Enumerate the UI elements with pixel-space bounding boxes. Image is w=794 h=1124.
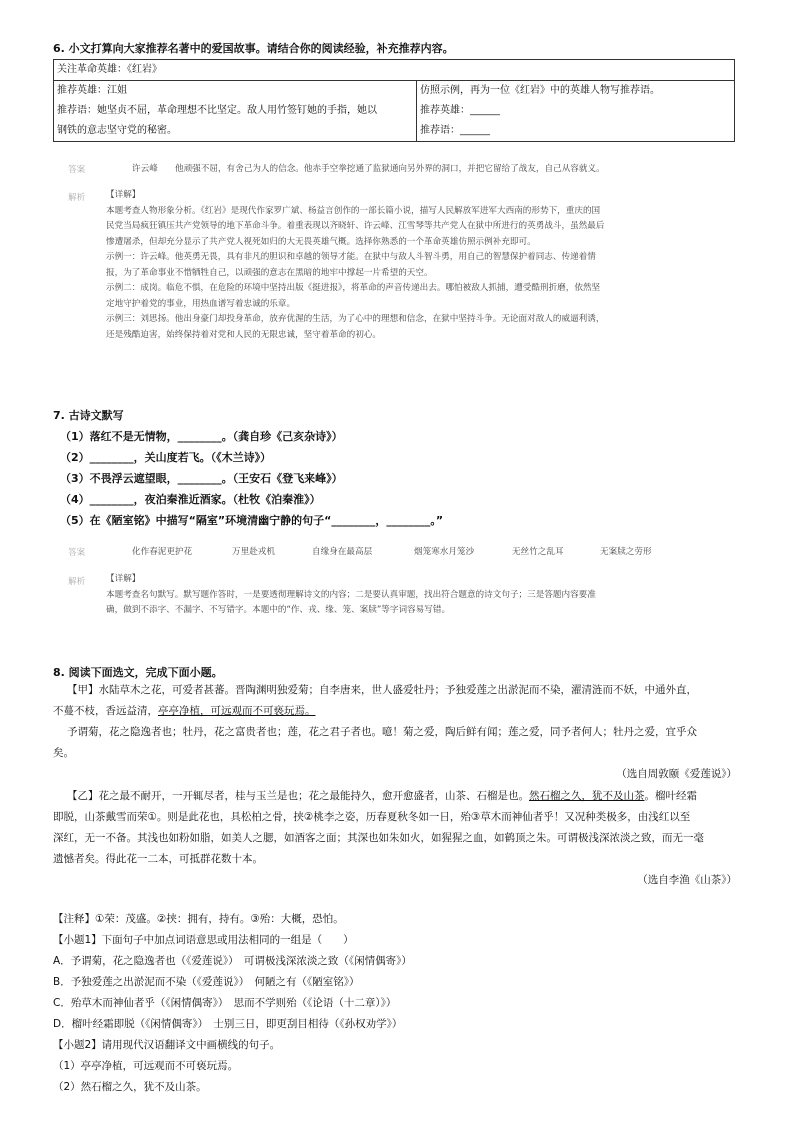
q7-analysis: 【详解】 本题考查名句默写。默写题作答时，一是要透彻理解诗文的内容；二是要认真审题，找出符合题意的诗文句子；三是答题内容要准 确，做到不添字、不漏字、不写错字。本题中的“作、戎、缘、笼、案牍”等字词容易写错。 — [106, 574, 596, 615]
passage-yi: 【乙】花之最不耐开，一开辄尽者，桂与玉兰是也；花之最能持久，愈开愈盛者，山茶、石榴是也。然石榴之久，犹不及山茶。榴叶经霜 即脱，山茶戴雪而荣①。则是此花也，具松柏之骨，挟②桃李之姿，历春夏秋冬如一日，殆③草木而神仙者乎！又况种类极多，由浅红以至 深红，无一不备。其浅也如粉如脂，如美人之腮，如酒客之面；其深也如朱如火，如猩猩之血，如鹤顶之朱。可谓极浅深浓淡之致，而无一毫 遗憾者矣。得此花一二本，可抵群花数十本。 （选自李渔《山茶》） — [53, 786, 743, 891]
right-rec: 推荐语：______ — [420, 125, 490, 136]
q7-answer-2: 万里赴戎机 — [232, 547, 275, 557]
sub-question-2: 【小题2】请用现代汉语翻译文中画横线的句子。 — [53, 1039, 281, 1051]
option-b: B．予独爱莲之出淤泥而不染（《爱莲说》） 何陋之有（《陋室铭》） — [53, 976, 360, 988]
q8-questions — [53, 909, 743, 1098]
option-d: D．榴叶经霜即脱（《闲情偶寄》） 士别三日，即更刮目相待（《孙权劝学》） — [53, 1018, 403, 1030]
left-rec-1: 推荐语：她坚贞不屈，革命理想不比坚定。敌人用竹签钉她的手指，她以 — [57, 105, 377, 116]
q6-analysis-label: 解析 — [68, 193, 86, 203]
q6-analysis: 【详解】 本题考查人物形象分析。《红岩》是现代作家罗广斌、杨益言创作的一部长篇小说，描写人民解放军进军大西南的形势下，重庆的国 民党当局疯狂镇压共产党领导的地下革命斗争。着重表现以齐晓轩、许云峰、江雪琴等共产党人在狱中所进行的英勇战斗，虽然最后 惨遭屠杀，但却充分显示了共产党人视死如归的大无畏英雄气概。选择你熟悉的一个革命英雄仿照示例补充即可。 示例一：许云峰。他英勇无畏，具有非凡的胆识和卓越的领导才能。在狱中与敌人斗智斗勇，用自己的智慧保护着同志、传递着情 报，为了革命事业不惜牺牲自己，以顽强的意志在黑暗的地牢中撑起一片希望的天空。 示例二：成岗。临危不惧，在危险的环境中坚持出版《挺进报》，将革命的声音传递出去。哪怕被敌人抓捕，遭受酷刑折磨，依然坚 定地守护着党的事业，用热血谱写着忠诚的乐章。 示例三：刘思扬。他出身豪门却投身革命，放弃优渥的生活，为了心中的理想和信念，在狱中坚持斗争。无论面对敌人的威逼利诱， 还是残酷迫害，始终保持着对党和人民的无限忠诚，坚守着革命的初心。 — [106, 190, 605, 340]
q7-title: 7. 古诗文默写 — [53, 409, 124, 422]
q7-answer-6: 无案牍之劳形 — [600, 547, 652, 557]
q7-answer-label: 答案 — [68, 548, 86, 558]
translate-2: （2）然石榴之久，犹不及山茶。 — [53, 1081, 207, 1093]
option-a: A．予谓菊，花之隐逸者也（《爱莲说》） 可谓极浅深浓淡之致（《闲情偶寄》） — [53, 955, 412, 967]
right-instruction: 仿照示例，再为一位《红岩》中的英雄人物写推荐语。 — [420, 85, 660, 96]
q7-answer-3: 自缘身在最高层 — [312, 547, 373, 557]
yi-underlined-sentence: 然石榴之久，犹不及山茶 — [529, 790, 645, 802]
left-rec-2: 钢铁的意志坚守党的秘密。 — [57, 125, 177, 136]
note: 【注释】①荣：茂盛。②挟：拥有，持有。③殆：大概，恐怕。 — [53, 913, 344, 925]
q6-title: 6. 小文打算向大家推荐名著中的爱国故事。请结合你的阅读经验，补充推荐内容。 — [53, 42, 454, 55]
q6-answer-label: 答案 — [68, 165, 86, 175]
q7-lines: （1）落红不是无情物，________。（龚自珍《己亥杂诗》） （2）________，关山度若飞。（《木兰诗》） （3）不畏浮云遮望眼，________。（王安石《登飞来峰》） （4）________，夜泊秦淮近酒家。（杜牧《泊秦淮》） （5）在《陋室铭》中描写“隔室”环境清幽宁静的句子“________，________。” — [60, 430, 444, 527]
q7-analysis-label: 解析 — [68, 577, 86, 587]
translate-1: （1）亭亭净植，可远观而不可亵玩焉。 — [53, 1060, 239, 1072]
jia-source: （选自周敦颐《爱莲说》） — [616, 768, 737, 780]
option-c: C．殆草木而神仙者乎（《闲情偶寄》） 思而不学则殆（《论语（十二章）》） — [53, 997, 397, 1009]
q7-answer-4: 烟笼寒水月笼沙 — [414, 547, 475, 557]
table-header: 关注革命英雄：《红岩》 — [54, 60, 735, 81]
yi-source: （选自李渔《山茶》） — [637, 874, 737, 886]
q6-answer: 许云峰 他顽强不屈，有舍己为人的信念。他赤手空拳挖通了监狱通向另外界的洞口，并把它留给了战友，自己从容就义。 — [132, 164, 605, 174]
passage-jia: 【甲】水陆草木之花，可爱者甚蕃。晋陶渊明独爱菊；自李唐来，世人盛爱牡丹；予独爱莲之出淤泥而不染，濯清涟而不妖，中通外直， 不蔓不枝，香远益清，亭亭净植，可远观而不可亵玩焉。 予谓菊，花之隐逸者也；牡丹，花之富贵者也；莲，花之君子者也。噫！菊之爱，陶后鲜有闻；莲之爱，同予者何人；牡丹之爱，宜乎众 矣。 （选自周敦颐《爱莲说》） — [53, 680, 743, 785]
q7-answer-1: 化作春泥更护花 — [132, 547, 193, 557]
jia-underlined-sentence: 亭亭净植，可远观而不可亵玩焉。 — [158, 705, 316, 717]
left-hero: 推荐英雄：江姐 — [57, 85, 127, 96]
q8-title: 8. 阅读下面选文，完成下面小题。 — [53, 666, 223, 679]
sub-question-1: 【小题1】下面句子中加点词语意思或用法相同的一组是（ ） — [53, 934, 354, 946]
recommend-table — [53, 59, 735, 142]
q7-answer-5: 无丝竹之乱耳 — [512, 547, 564, 557]
right-hero: 推荐英雄：______ — [420, 105, 500, 116]
